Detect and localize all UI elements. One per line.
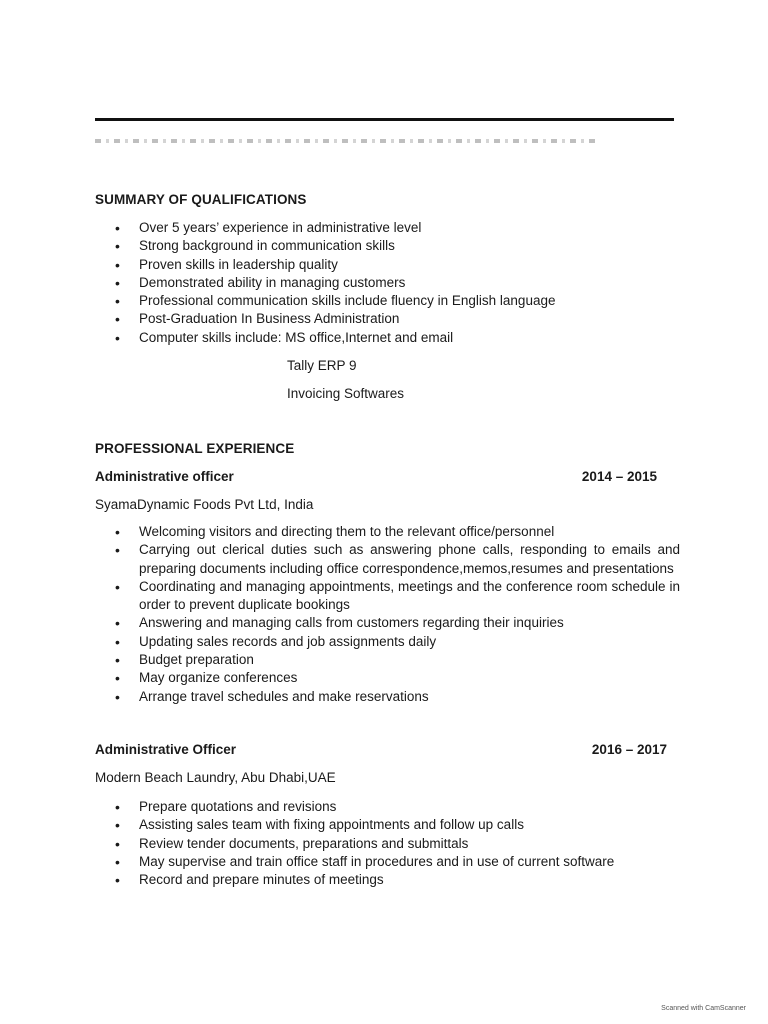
list-item: • Computer skills include: MS office,Internet and email [95,329,680,347]
summary-list [95,219,680,347]
job-title: Administrative Officer [95,742,237,757]
list-item: • May organize conferences [95,669,680,687]
computer-skill-invoicing: Invoicing Softwares [287,386,405,401]
company-name: SyamaDynamic Foods Pvt Ltd, India [95,497,314,512]
computer-skill-tally: Tally ERP 9 [287,358,357,373]
list-item: • Welcoming visitors and directing them to the relevant office/personnel [95,523,680,541]
list-item: • Updating sales records and job assignments daily [95,633,680,651]
list-item: • Budget preparation [95,651,680,669]
list-item: • Review tender documents, preparations and submittals [95,835,680,853]
summary-heading: SUMMARY OF QUALIFICATIONS [95,192,307,207]
job-duties-list [95,523,680,706]
job-dates: 2016 – 2017 [591,742,667,757]
company-name: Modern Beach Laundry, Abu Dhabi,UAE [95,770,336,785]
list-item: • Arrange travel schedules and make reservations [95,688,680,706]
list-item: • Answering and managing calls from customers regarding their inquiries [95,614,680,632]
list-item: • Prepare quotations and revisions [95,798,680,816]
list-item: • Proven skills in leadership quality [95,256,680,274]
list-item: • Strong background in communication skills [95,237,680,255]
list-item: • Assisting sales team with fixing appointments and follow up calls [95,816,680,834]
experience-heading: PROFESSIONAL EXPERIENCE [95,441,295,456]
job-title: Administrative officer [95,469,234,484]
cut-off-contact-line [95,139,595,143]
scanner-watermark: Scanned with CamScanner [661,1005,746,1012]
list-item: • Record and prepare minutes of meetings [95,871,680,889]
list-item: • Over 5 years’ experience in administrative level [95,219,680,237]
list-item: • Carrying out clerical duties such as answering phone calls, responding to emails and preparing documents including office correspondence,memos,resumes and presentations [95,541,680,578]
list-item: • Demonstrated ability in managing customers [95,274,680,292]
list-item: • Professional communication skills include fluency in English language [95,292,680,310]
list-item: • Post-Graduation In Business Administration [95,310,680,328]
job-duties-list [95,798,680,889]
header-divider [95,118,674,121]
job-dates: 2014 – 2015 [581,469,657,484]
list-item: • May supervise and train office staff in procedures and in use of current software [95,853,680,871]
list-item: • Coordinating and managing appointments, meetings and the conference room schedule in order to prevent duplicate bookings [95,578,680,615]
